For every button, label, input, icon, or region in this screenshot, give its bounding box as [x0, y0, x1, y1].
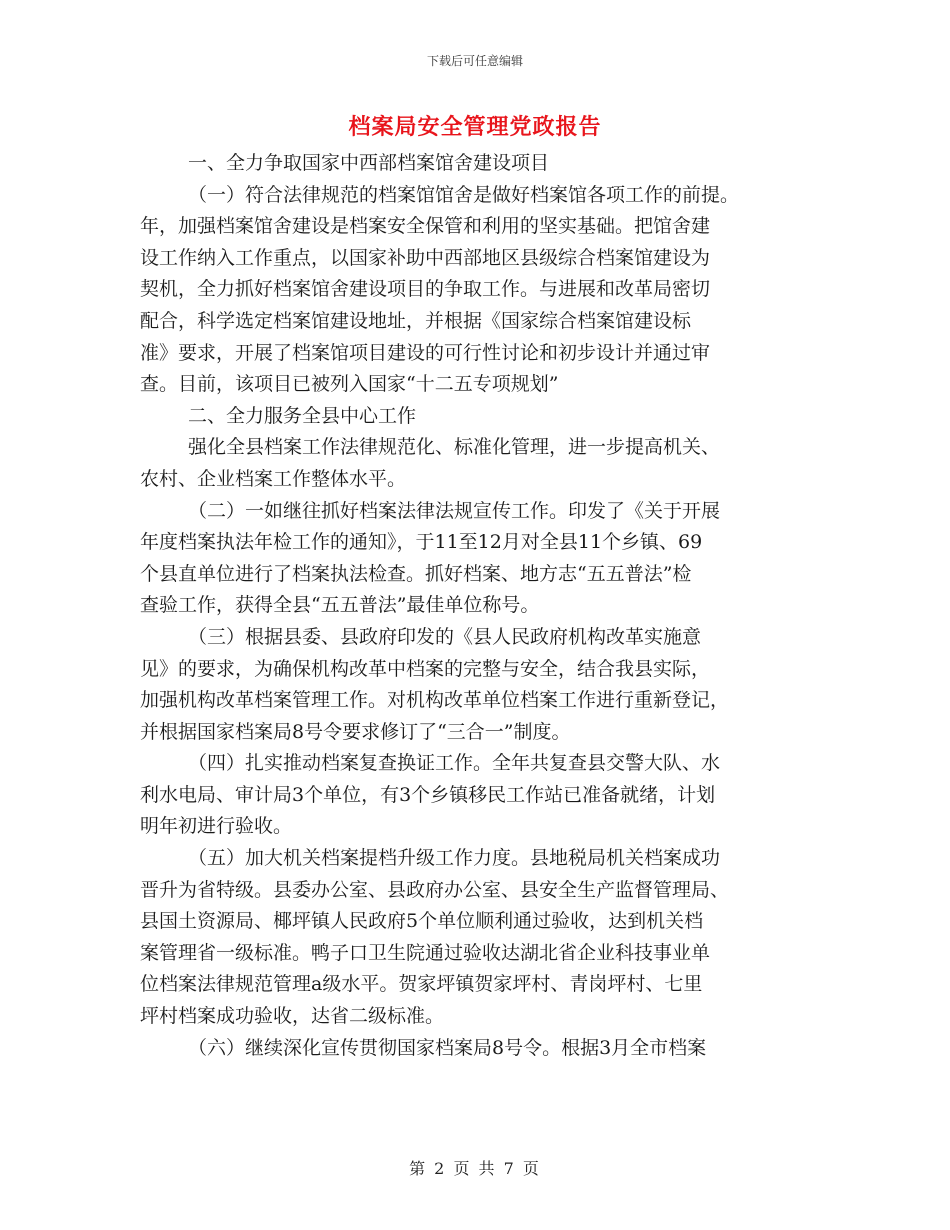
body-line: 查验工作，获得全县“五五普法”最佳单位称号。 — [140, 594, 540, 617]
body-line: 加强机构改革档案管理工作。对机构改革单位档案工作进行重新登记， — [140, 689, 730, 712]
document-body — [140, 148, 820, 1064]
body-line: 位档案法律规范管理a级水平。贺家坪镇贺家坪村、青岗坪村、七里 — [140, 973, 703, 996]
body-line: 一、全力争取国家中西部档案馆舍建设项目 — [188, 152, 550, 174]
body-line: 设工作纳入工作重点，以国家补助中西部地区县级综合档案馆建设为 — [140, 246, 711, 269]
body-line: 坪村档案成功验收，达省二级标准。 — [140, 1005, 445, 1028]
body-line: 准》要求，开展了档案馆项目建设的可行性讨论和初步设计并通过审 — [140, 341, 711, 364]
body-line: （三）根据县委、县政府印发的《县人民政府机构改革实施意 — [188, 625, 702, 648]
body-line: 二、全力服务全县中心工作 — [188, 404, 417, 427]
page-footer-number: 第 2 页 共 7 页 — [409, 1159, 541, 1178]
body-line: 利水电局、审计局3个单位，有3个乡镇移民工作站已准备就绪，计划 — [140, 783, 716, 806]
body-line: 案管理省一级标准。鸭子口卫生院通过验收达湖北省企业科技事业单 — [140, 941, 711, 964]
body-line: （二）一如继往抓好档案法律法规宣传工作。印发了《关于开展 — [188, 499, 721, 522]
body-line: （六）继续深化宣传贯彻国家档案局8号令。根据3月全市档案 — [188, 1036, 707, 1059]
body-line: （四）扎实推动档案复查换证工作。全年共复查县交警大队、水 — [188, 752, 721, 775]
document-title: 档案局安全管理党政报告 — [348, 115, 602, 140]
body-line: 强化全县档案工作法律规范化、标准化管理，进一步提高机关、 — [188, 436, 721, 459]
body-line: 配合，科学选定档案馆建设地址，并根据《国家综合档案馆建设标 — [140, 309, 692, 332]
body-line: 晋升为省特级。县委办公室、县政府办公室、县安全生产监督管理局、 — [140, 878, 730, 901]
body-line: 农村、企业档案工作整体水平。 — [140, 467, 407, 490]
body-line: 并根据国家档案局8号令要求修订了“三合一”制度。 — [140, 720, 571, 743]
body-line: 查。目前，该项目已被列入国家“十二五专项规划” — [140, 373, 559, 396]
body-line: 县国土资源局、椰坪镇人民政府5个单位顺利通过验收，达到机关档 — [140, 910, 704, 933]
body-line: 见》的要求，为确保机构改革中档案的完整与安全，结合我县实际， — [140, 657, 711, 680]
body-line: 年，加强档案馆舍建设是档案安全保管和利用的坚实基础。把馆舍建 — [140, 215, 711, 238]
page-header-note: 下载后可任意编辑 — [426, 54, 523, 68]
body-line: 契机，全力抓好档案馆舍建设项目的争取工作。与进展和改革局密切 — [140, 278, 711, 301]
body-line: 个县直单位进行了档案执法检查。抓好档案、地方志“五五普法”检 — [140, 562, 692, 585]
body-line: 明年初进行验收。 — [140, 815, 293, 838]
body-line: （一）符合法律规范的档案馆馆舍是做好档案馆各项工作的前提。 — [188, 183, 740, 206]
body-line: （五）加大机关档案提档升级工作力度。县地税局机关档案成功 — [188, 847, 721, 870]
body-line: 年度档案执法年检工作的通知》，于11至12月对全县11个乡镇、69 — [140, 531, 703, 554]
